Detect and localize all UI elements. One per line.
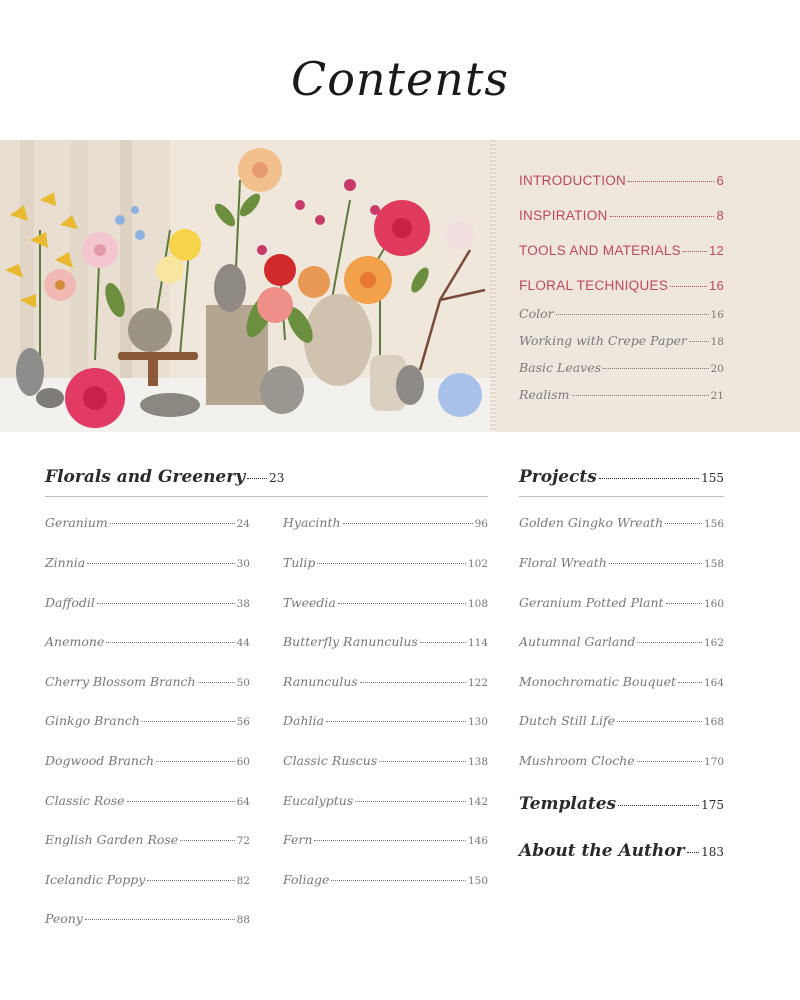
toc-entry-hyacinth[interactable]: Hyacinth 96 (283, 515, 488, 530)
section-heading-florals[interactable]: Florals and Greenery 23 (45, 467, 285, 487)
section-heading-templates[interactable]: Templates 175 (519, 794, 724, 814)
section-heading-projects[interactable]: Projects 155 (519, 467, 724, 487)
toc-entry-dutch-still-life[interactable]: Dutch Still Life 168 (519, 713, 724, 728)
section-heading-about-the-author[interactable]: About the Author 183 (519, 841, 724, 861)
toc-entry-butterfly-ranunculus[interactable]: Butterfly Ranunculus 114 (283, 634, 488, 649)
toc-entry-daffodil[interactable]: Daffodil 38 (45, 595, 250, 610)
toc-entry-introduction[interactable]: INTRODUCTION 6 (519, 173, 724, 188)
toc-entry-tools-and-materials[interactable]: TOOLS AND MATERIALS 12 (519, 243, 724, 258)
toc-entry-mushroom-cloche[interactable]: Mushroom Cloche 170 (519, 753, 724, 768)
toc-entry-peony[interactable]: Peony 88 (45, 911, 250, 926)
toc-entry-geranium[interactable]: Geranium 24 (45, 515, 250, 530)
toc-entry-tulip[interactable]: Tulip 102 (283, 555, 488, 570)
toc-entry-monochromatic-bouquet[interactable]: Monochromatic Bouquet 164 (519, 674, 724, 689)
toc-subentry-working-with-crepe-paper[interactable]: Working with Crepe Paper 18 (519, 333, 724, 348)
section-divider-projects (519, 496, 724, 497)
toc-entry-zinnia[interactable]: Zinnia 30 (45, 555, 250, 570)
toc-entry-icelandic-poppy[interactable]: Icelandic Poppy 82 (45, 872, 250, 887)
toc-subentry-color[interactable]: Color 16 (519, 306, 724, 321)
toc-entry-classic-rose[interactable]: Classic Rose 64 (45, 793, 250, 808)
toc-entry-dogwood-branch[interactable]: Dogwood Branch 60 (45, 753, 250, 768)
toc-entry-autumnal-garland[interactable]: Autumnal Garland 162 (519, 634, 724, 649)
toc-entry-cherry-blossom-branch[interactable]: Cherry Blossom Branch 50 (45, 674, 250, 689)
toc-entry-geranium-potted-plant[interactable]: Geranium Potted Plant 160 (519, 595, 724, 610)
page-title: Contents (291, 52, 509, 106)
toc-entry-ginkgo-branch[interactable]: Ginkgo Branch 56 (45, 713, 250, 728)
toc-entry-fern[interactable]: Fern 146 (283, 832, 488, 847)
toc-entry-eucalyptus[interactable]: Eucalyptus 142 (283, 793, 488, 808)
toc-subentry-basic-leaves[interactable]: Basic Leaves 20 (519, 360, 724, 375)
toc-entry-english-garden-rose[interactable]: English Garden Rose 72 (45, 832, 250, 847)
toc-entry-floral-techniques[interactable]: FLORAL TECHNIQUES 16 (519, 278, 724, 293)
toc-entry-inspiration[interactable]: INSPIRATION 8 (519, 208, 724, 223)
toc-entry-anemone[interactable]: Anemone 44 (45, 634, 250, 649)
deckled-edge (490, 140, 496, 432)
toc-entry-golden-gingko-wreath[interactable]: Golden Gingko Wreath 156 (519, 515, 724, 530)
floral-arrangement-photo (0, 140, 490, 432)
toc-subentry-realism[interactable]: Realism 21 (519, 387, 724, 402)
toc-entry-dahlia[interactable]: Dahlia 130 (283, 713, 488, 728)
toc-entry-foliage[interactable]: Foliage 150 (283, 872, 488, 887)
section-divider-florals (45, 496, 488, 497)
toc-entry-floral-wreath[interactable]: Floral Wreath 158 (519, 555, 724, 570)
toc-entry-tweedia[interactable]: Tweedia 108 (283, 595, 488, 610)
toc-entry-classic-ruscus[interactable]: Classic Ruscus 138 (283, 753, 488, 768)
toc-entry-ranunculus[interactable]: Ranunculus 122 (283, 674, 488, 689)
